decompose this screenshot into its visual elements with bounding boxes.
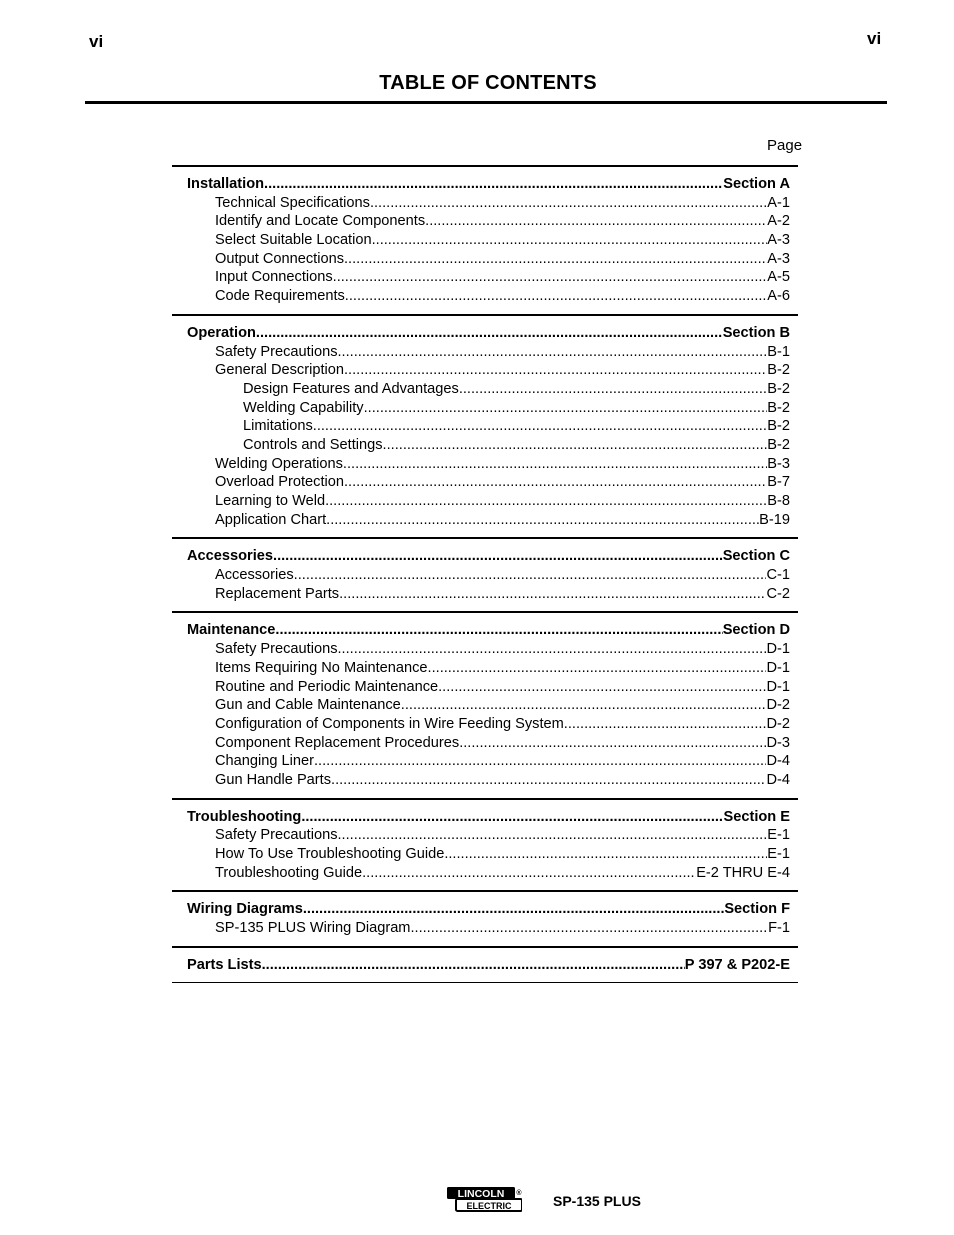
toc-entry xyxy=(172,585,798,604)
toc-section xyxy=(172,890,798,945)
dot-leader xyxy=(344,361,767,380)
toc-entry-page: D-1 xyxy=(766,678,790,695)
dot-leader xyxy=(343,455,767,474)
toc-entry-label: Configuration of Components in Wire Feeding System xyxy=(215,715,564,732)
toc-entry-label: Limitations xyxy=(243,418,313,435)
dot-leader xyxy=(338,640,767,659)
dot-leader xyxy=(459,380,767,399)
toc-entry-page: C-2 xyxy=(766,585,790,602)
dot-leader xyxy=(459,734,766,753)
toc-section-heading xyxy=(172,808,798,827)
toc-entry xyxy=(172,752,798,771)
toc-entry-page: B-7 xyxy=(767,474,790,491)
toc-entry-page: D-1 xyxy=(766,641,790,658)
toc-entry-label: General Description xyxy=(215,362,344,379)
toc-entry-page: B-2 xyxy=(767,362,790,379)
dot-leader xyxy=(383,436,768,455)
dot-leader xyxy=(313,417,768,436)
toc-entry-page: Section A xyxy=(723,176,790,192)
toc-entry xyxy=(172,864,798,883)
toc-entry-page: A-1 xyxy=(767,194,790,211)
toc-entry xyxy=(172,194,798,213)
toc-entry-label: Component Replacement Procedures xyxy=(215,734,460,751)
toc-section-heading xyxy=(172,900,798,919)
toc-entry xyxy=(172,826,798,845)
dot-leader xyxy=(339,585,766,604)
dot-leader xyxy=(438,678,766,697)
toc-entry xyxy=(172,212,798,231)
dot-leader xyxy=(331,771,766,790)
dot-leader xyxy=(410,919,768,938)
toc-entry-label: Routine and Periodic Maintenance xyxy=(215,678,439,695)
page-title: TABLE OF CONTENTS xyxy=(379,72,597,94)
toc-entry xyxy=(172,250,798,269)
toc-entry-page: D-3 xyxy=(766,734,790,751)
toc-entry xyxy=(172,919,798,938)
toc-entry-page: E-1 xyxy=(767,827,790,844)
logo-text-top: LINCOLN xyxy=(457,1188,505,1200)
toc-entry-label: How To Use Troubleshooting Guide xyxy=(215,846,445,862)
toc-entry-page: B-1 xyxy=(767,343,790,360)
toc-entry xyxy=(172,566,798,585)
dot-leader xyxy=(301,808,723,827)
toc-entry xyxy=(172,640,798,659)
toc-entry xyxy=(172,696,798,715)
toc-entry-label: Learning to Weld xyxy=(215,493,326,509)
toc-section xyxy=(172,946,798,984)
toc-entry-label: Welding Capability xyxy=(243,399,364,416)
dot-leader xyxy=(338,826,768,845)
dot-leader xyxy=(326,511,759,530)
dot-leader xyxy=(303,900,724,919)
toc-entry-page: D-2 xyxy=(766,715,790,732)
toc-section xyxy=(172,611,798,797)
dot-leader xyxy=(273,547,723,566)
toc-entry-label: SP-135 PLUS Wiring Diagram xyxy=(215,920,411,937)
dot-leader xyxy=(256,324,723,343)
toc-entry-page: D-1 xyxy=(766,659,790,676)
toc-entry-page: B-2 xyxy=(767,380,790,397)
toc-entry xyxy=(172,771,798,790)
toc-entry-label: Identify and Locate Components xyxy=(215,213,426,230)
toc-entry-page: F-1 xyxy=(768,920,790,937)
toc-entry-page: E-2 THRU E-4 xyxy=(696,864,790,881)
toc-section xyxy=(172,165,798,314)
toc-entry xyxy=(172,361,798,380)
toc-entry-page: A-6 xyxy=(767,288,790,305)
registered-mark: ® xyxy=(516,1190,522,1197)
toc-entry-label: Wiring Diagrams xyxy=(187,901,303,918)
toc-entry-label: Welding Operations xyxy=(215,455,343,472)
toc-entry xyxy=(172,455,798,474)
toc-entry-label: Maintenance xyxy=(187,622,276,639)
toc-entry-page: Section C xyxy=(722,548,790,565)
toc-entry-page: B-2 xyxy=(767,399,790,416)
toc-entry-label: Parts Lists xyxy=(187,956,262,973)
toc-entry-page: D-2 xyxy=(766,697,790,714)
toc-entry xyxy=(172,399,798,418)
toc-entry xyxy=(172,231,798,250)
toc-entry xyxy=(172,734,798,753)
toc-entry-label: Controls and Settings xyxy=(243,436,383,453)
toc-entry-page: A-3 xyxy=(767,250,790,267)
toc-section xyxy=(172,537,798,611)
lincoln-electric-logo xyxy=(446,1186,522,1212)
toc-entry-page: P 397 & P202-E xyxy=(684,956,790,973)
toc-entry xyxy=(172,715,798,734)
page-column-label: Page xyxy=(767,137,803,154)
dot-leader xyxy=(337,268,768,287)
dot-leader xyxy=(364,399,768,418)
toc-entry-label: Safety Precautions xyxy=(215,827,338,844)
toc-entry-label: Accessories xyxy=(215,567,294,584)
toc-entry-page: B-8 xyxy=(767,493,790,509)
toc-entry-page: E-1 xyxy=(767,846,790,862)
toc-entry-page: B-2 xyxy=(767,436,790,453)
toc-entry-page: B-3 xyxy=(767,455,790,472)
toc-entry xyxy=(172,678,798,697)
toc-entry xyxy=(172,343,798,362)
dot-leader xyxy=(264,175,723,194)
toc-entry xyxy=(172,492,798,511)
toc-entry-page: B-2 xyxy=(767,418,790,435)
toc-section-heading xyxy=(172,956,798,975)
page-number-left: vi xyxy=(89,32,104,51)
toc-entry-label: Input Connections. xyxy=(215,269,337,286)
toc-entry-label: Accessories xyxy=(187,548,274,565)
toc-entry xyxy=(172,436,798,455)
dot-leader xyxy=(344,250,767,269)
toc-entry xyxy=(172,380,798,399)
toc-section-heading xyxy=(172,621,798,640)
logo-text-bottom: ELECTRIC xyxy=(466,1201,512,1211)
toc-entry-label: Changing Liner xyxy=(215,753,314,770)
toc-entry xyxy=(172,417,798,436)
footer-model-name: SP-135 PLUS xyxy=(553,1193,641,1209)
toc-entry-page: A-5 xyxy=(767,269,790,286)
dot-leader xyxy=(401,696,767,715)
toc-entry xyxy=(172,659,798,678)
toc-entry-label: Application Chart xyxy=(215,511,327,528)
toc-entry-page: Section E xyxy=(723,808,790,825)
toc-entry xyxy=(172,511,798,530)
toc-section-heading xyxy=(172,547,798,566)
toc-entry-page: D-4 xyxy=(766,753,790,770)
dot-leader xyxy=(338,343,768,362)
toc-entry xyxy=(172,268,798,287)
toc-entry-page: Section F xyxy=(724,901,790,918)
dot-leader xyxy=(344,473,767,492)
toc-section-heading xyxy=(172,175,798,194)
toc-entry-label: Output Connections xyxy=(215,250,344,267)
toc-entry-label: Gun Handle Parts xyxy=(215,771,332,788)
toc-entry-label: Design Features and Advantages xyxy=(243,380,459,397)
dot-leader xyxy=(370,194,767,213)
toc-entry-page: D-4 xyxy=(766,771,790,788)
toc-entry-page: Section B xyxy=(722,324,790,341)
toc-entry-label: Technical Specifications xyxy=(215,194,370,211)
toc-entry-label: Select Suitable Location xyxy=(215,232,372,249)
toc-entry-page: A-2 xyxy=(767,213,790,230)
toc-entry-label: Troubleshooting xyxy=(187,808,302,825)
toc-entry-page: C-1 xyxy=(766,567,790,584)
toc-entry-label: Gun and Cable Maintenance xyxy=(215,697,401,714)
toc-entry xyxy=(172,473,798,492)
toc-entry-page: Section D xyxy=(722,622,790,639)
page-number-right: vi xyxy=(867,29,882,48)
dot-leader xyxy=(425,212,767,231)
toc-entry-label: Operation xyxy=(187,324,256,341)
toc-entry-page: B-19 xyxy=(759,511,790,528)
dot-leader xyxy=(345,287,767,306)
toc-section xyxy=(172,314,798,538)
toc-entry xyxy=(172,845,798,864)
dot-leader xyxy=(294,566,767,585)
toc-entry-label: Installation xyxy=(187,176,265,192)
toc-entry-page: A-3 xyxy=(767,232,790,249)
dot-leader xyxy=(372,231,768,250)
toc-entry-label: Troubleshooting Guide xyxy=(215,864,363,881)
title-divider xyxy=(85,101,887,104)
dot-leader xyxy=(262,956,685,975)
toc-section-heading xyxy=(172,324,798,343)
dot-leader xyxy=(428,659,767,678)
dot-leader xyxy=(275,621,722,640)
dot-leader xyxy=(362,864,696,883)
table-of-contents xyxy=(172,165,798,983)
toc-entry-label: Replacement Parts xyxy=(215,585,340,602)
toc-entry-label: Overload Protection xyxy=(215,474,344,491)
dot-leader xyxy=(444,845,767,864)
toc-entry xyxy=(172,287,798,306)
toc-entry-label: Items Requiring No Maintenance xyxy=(215,659,428,676)
dot-leader xyxy=(314,752,766,771)
dot-leader xyxy=(325,492,767,511)
toc-entry-label: Safety Precautions xyxy=(215,641,338,658)
toc-section xyxy=(172,798,798,891)
dot-leader xyxy=(564,715,767,734)
toc-entry-label: Safety Precautions xyxy=(215,343,338,360)
toc-entry-label: Code Requirements xyxy=(215,288,345,305)
